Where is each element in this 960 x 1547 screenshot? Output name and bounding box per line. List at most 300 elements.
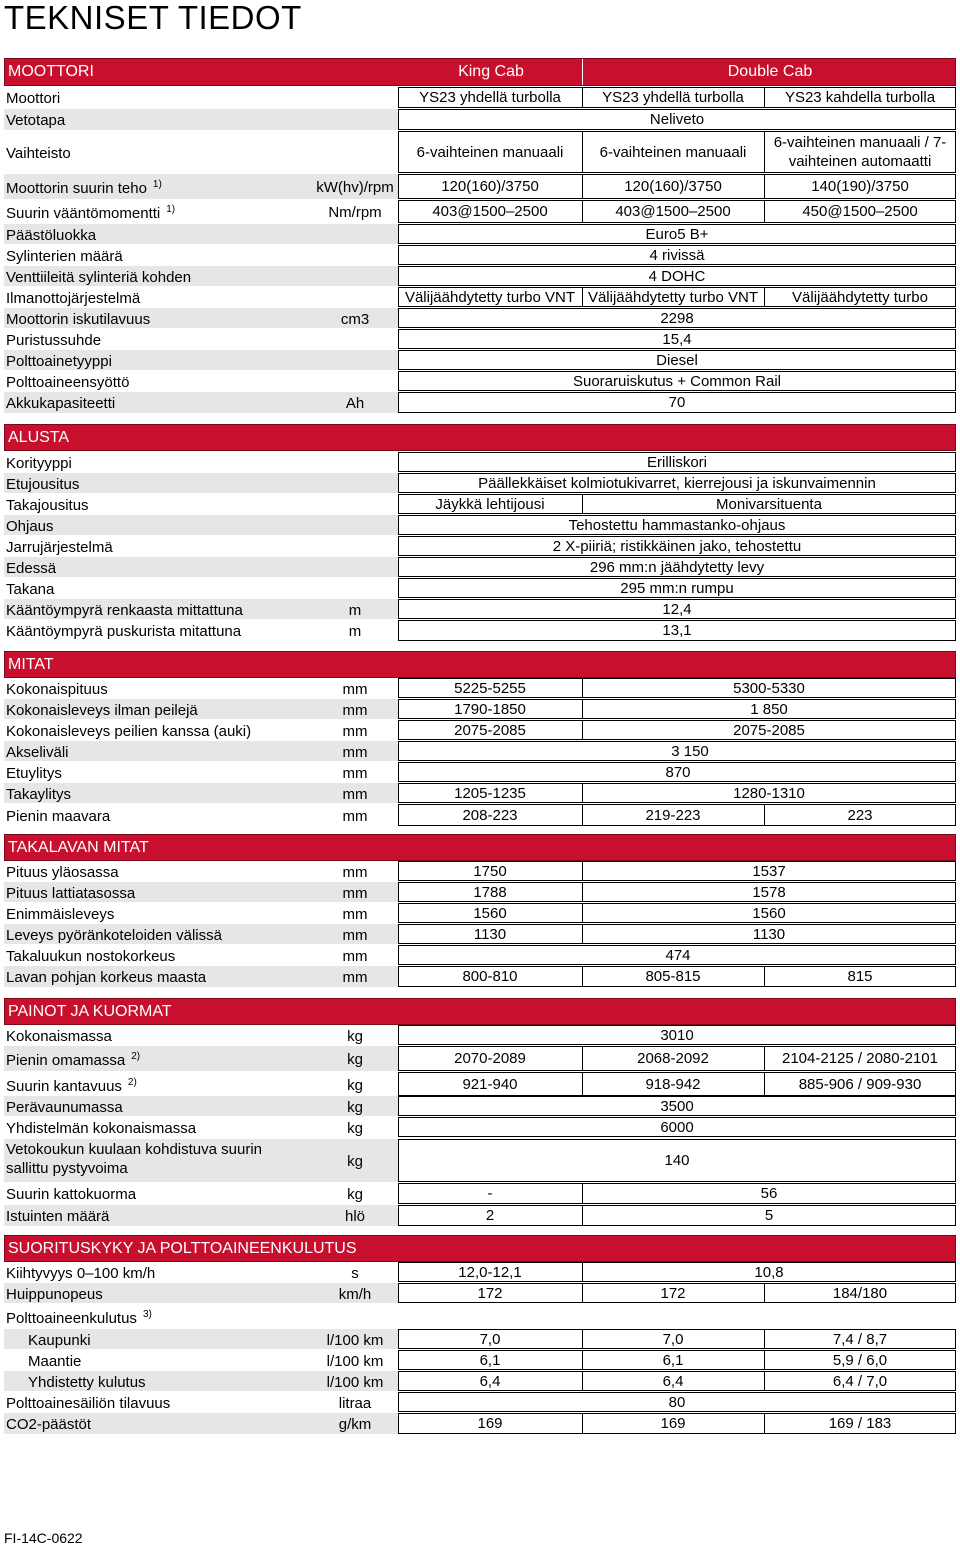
spec-label-text: Suurin kantavuus [6,1077,122,1095]
spec-label [6,1140,296,1178]
spec-value: 223 [847,806,873,824]
spec-value: Diesel [656,351,698,369]
spec-label [28,1332,91,1349]
spec-label [6,969,206,986]
spec-label-text: Suurin kattokuorma [6,1186,137,1203]
spec-label-text: Kiihtyvyys 0–100 km/h [6,1264,156,1282]
spec-label-text: Huippunopeus [6,1285,103,1303]
spec-unit: l/100 km [326,1373,384,1391]
spec-label [6,476,79,493]
spec-value: 2070-2089 [454,1050,526,1067]
spec-label [6,1186,136,1203]
spec-label-text: Etuylitys [6,764,62,782]
spec-label [6,145,71,162]
spec-label-text: Akkukapasiteetti [6,395,116,412]
spec-label [6,1099,123,1116]
spec-row [4,473,956,493]
spec-unit: kg [347,1098,363,1116]
spec-row [4,557,956,577]
spec-label-text: Kokonaismassa [6,1027,112,1045]
spec-value: 474 [665,946,691,964]
spec-label [6,497,89,514]
spec-label [6,290,140,307]
spec-value: Erilliskori [647,453,707,471]
spec-value: 6,4 / 7,0 [832,1372,888,1390]
spec-label-text: Enimmäisleveys [6,905,115,923]
spec-row [4,966,956,987]
spec-value: 208-223 [462,806,518,824]
spec-label-text: Yhdistelmän kokonaismassa [6,1119,197,1137]
spec-label [6,204,175,222]
spec-value: 5,9 / 6,0 [832,1351,888,1369]
spec-unit: mm [342,701,368,719]
spec-value: 5225-5255 [454,679,526,697]
spec-value: 2 X-piiriä; ristikkäinen jako, tehostettu [552,537,802,555]
spec-label-text: Moottorin iskutilavuus [6,310,151,328]
spec-row [4,1350,956,1370]
spec-value: 2 [485,1207,495,1224]
spec-label-text: Ohjaus [6,517,54,535]
spec-row [4,1139,956,1182]
spec-value: 140(190)/3750 [811,178,909,195]
spec-value: 450@1500–2500 [802,203,918,220]
spec-label [6,1395,170,1412]
spec-row [4,1096,956,1116]
spec-unit: mm [342,884,368,902]
footnote-marker: 2) [131,1051,141,1062]
spec-label-text: Pienin omamassa [6,1052,126,1069]
spec-label [6,702,198,719]
spec-row [4,903,956,923]
spec-value: 800-810 [462,968,518,985]
spec-label-text: Istuinten määrä [6,1208,110,1225]
spec-value: 169 / 183 [828,1415,892,1432]
spec-value: 15,4 [662,330,692,348]
spec-label-text: Vetotapa [6,112,66,129]
spec-label [6,744,69,761]
spec-label [28,1353,81,1370]
spec-value: YS23 yhdellä turbolla [602,89,744,106]
spec-unit: s [351,1264,359,1282]
spec-value: 6,1 [479,1351,501,1369]
spec-label [6,1416,91,1433]
spec-label-text: Venttiileitä sylinteriä kohden [6,268,192,286]
spec-value: - [487,1185,493,1202]
footnote-marker: 1) [152,179,162,190]
spec-label [6,1120,196,1137]
spec-value: Neliveto [649,111,705,128]
spec-value: 815 [847,968,873,985]
spec-row [4,109,956,130]
spec-row [4,1283,956,1303]
spec-label-text: Vaihteisto [6,144,71,162]
spec-unit: kg [347,1186,363,1203]
spec-label [6,602,243,619]
spec-row [4,945,956,965]
spec-value: Välijäähdytetty turbo VNT [587,288,759,306]
spec-label-text: Pituus lattiatasossa [6,884,136,902]
spec-label-text: Moottori [6,90,61,107]
spec-label [6,1028,112,1045]
spec-value: 1788 [473,883,507,901]
suorituskyky-section-header [4,1235,956,1262]
spec-row [4,678,956,698]
spec-row [4,1117,956,1137]
spec-row [4,1183,956,1204]
spec-unit: mm [342,926,368,944]
spec-label [6,395,115,412]
spec-row [4,392,956,413]
spec-unit: mm [342,743,368,761]
section-title: ALUSTA [8,429,70,446]
spec-label-text: Polttoaineensyöttö [6,373,130,391]
spec-value: 1537 [752,862,786,880]
spec-row [4,783,956,803]
spec-value: 120(160)/3750 [441,178,539,195]
spec-unit: mm [342,807,368,825]
spec-value: 2068-2092 [637,1050,709,1067]
spec-value: 70 [668,394,686,411]
spec-value: 2104-2125 / 2080-2101 [782,1050,938,1067]
column-header-king-cab: King Cab [458,63,524,80]
spec-label-text: Kääntöympyrä renkaasta mittattuna [6,601,243,619]
spec-row [4,924,956,944]
spec-label-text: Kääntöympyrä puskurista mitattuna [6,623,242,640]
spec-row [4,308,956,328]
section-title: PAINOT JA KUORMAT [8,1003,172,1020]
spec-label [6,353,112,370]
spec-value: 2075-2085 [733,721,805,739]
spec-unit: litraa [338,1394,372,1412]
spec-row [4,1046,956,1071]
section-title: SUORITUSKYKY JA POLTTOAINEENKULUTUS [8,1240,357,1257]
spec-unit: m [348,601,362,619]
spec-label [6,581,54,598]
column-header-double-cab: Double Cab [727,63,813,80]
spec-label [28,1374,146,1391]
spec-value: 80 [668,1393,686,1411]
spec-label [6,927,222,944]
spec-value: 140 [664,1152,690,1169]
spec-label [6,560,56,577]
spec-value: 2298 [660,309,694,327]
spec-row [4,131,956,173]
spec-label-text: Polttoainetyyppi [6,352,112,370]
spec-value: 5300-5330 [733,679,805,697]
spec-row [4,1392,956,1412]
spec-value: Päällekkäiset kolmiotukivarret, kierrejousi ja iskunvaimennin [478,474,876,492]
spec-label-text: Perävaunumassa [6,1098,123,1116]
spec-label [6,1286,103,1303]
spec-value: 184/180 [832,1284,888,1302]
spec-unit: Nm/rpm [328,204,382,221]
spec-label [6,539,113,556]
spec-row [4,599,956,619]
spec-label [6,1077,137,1095]
spec-unit: l/100 km [326,1352,384,1370]
spec-value: 403@1500–2500 [615,203,731,220]
section-title: MITAT [8,656,54,673]
spec-value: 870 [665,763,691,781]
spec-label [6,455,72,472]
spec-label-text: Maantie [28,1352,82,1370]
spec-value: 12,0-12,1 [458,1263,522,1281]
spec-value: 6000 [660,1118,694,1136]
moottori-section-header [4,58,956,86]
spec-row [4,1305,956,1327]
spec-value: 172 [477,1284,503,1302]
spec-value: 1750 [473,862,507,880]
spec-row [4,245,956,265]
spec-value: Euro5 B+ [645,225,709,243]
spec-row [4,1025,956,1045]
footnote-marker: 3) [142,1308,152,1320]
spec-label-text: Sylinterien määrä [6,247,123,265]
spec-unit: Ah [345,395,365,412]
spec-value: 1130 [752,925,786,943]
spec-value: 172 [660,1284,686,1302]
spec-label [6,1265,155,1282]
spec-row [4,329,956,349]
spec-row [4,804,956,826]
spec-row [4,1205,956,1226]
spec-unit: kg [347,1153,363,1170]
spec-row [4,578,956,598]
spec-row [4,536,956,556]
spec-label-text: Takaluukun nostokorkeus [6,947,176,965]
alusta-section-header [4,424,956,451]
spec-label [6,90,60,107]
spec-value: 4 rivissä [649,246,705,264]
spec-value: 403@1500–2500 [432,203,548,220]
spec-unit: kg [347,1027,363,1045]
spec-row [4,224,956,244]
spec-value: Jäykkä lehtijousi [435,495,545,513]
spec-row [4,720,956,740]
spec-unit: km/h [338,1285,372,1303]
spec-unit: kg [347,1119,363,1137]
spec-label [6,906,114,923]
spec-value: 2075-2085 [454,721,526,739]
spec-unit: mm [342,905,368,923]
spec-value: Suoraruiskutus + Common Rail [572,372,781,390]
spec-value: 169 [660,1415,686,1432]
mitat-section-header [4,651,956,678]
spec-row [4,620,956,641]
spec-label [6,948,175,965]
spec-unit: kW(hv)/rpm [316,179,394,196]
spec-row [4,699,956,719]
spec-value: 6,4 [479,1372,501,1390]
spec-unit: mm [342,680,368,698]
painot-section-header [4,998,956,1025]
spec-label-text: Vetokoukun kuulaan kohdistuva suurin sallittu pystyvoima [6,1141,263,1177]
spec-unit: mm [342,947,368,965]
spec-label-text: Suurin vääntömomentti [6,205,161,222]
spec-row [4,87,956,108]
spec-label [6,885,135,902]
spec-label-text: Kaupunki [28,1331,91,1349]
section-title: MOOTTORI [8,63,94,80]
spec-value: 1205-1235 [454,784,526,802]
spec-value: 13,1 [662,622,692,639]
spec-row [4,371,956,391]
spec-label [6,248,123,265]
spec-row [4,1329,956,1349]
spec-label [6,374,129,391]
spec-row [4,1262,956,1282]
spec-label-text: Ilmanottojärjestelmä [6,289,141,307]
spec-unit: hlö [344,1208,366,1225]
spec-value: 805-815 [645,968,701,985]
spec-value: Monivarsituenta [716,495,822,513]
spec-row [4,1371,956,1391]
spec-value: 295 mm:n rumpu [620,579,734,597]
takalava-section-header [4,834,956,861]
spec-label-text: Edessä [6,559,57,577]
spec-value: 885-906 / 909-930 [798,1075,922,1093]
spec-value: 4 DOHC [648,267,706,285]
spec-label [6,808,110,825]
spec-row [4,494,956,514]
header-divider [582,59,583,85]
spec-unit: m [348,623,362,640]
spec-label-text: Kokonaisleveys ilman peilejä [6,701,198,719]
spec-label [6,765,62,782]
spec-value: 5 [764,1207,774,1224]
spec-label-text: Kokonaisleveys peilien kanssa (auki) [6,722,252,740]
spec-label [6,681,108,698]
spec-label-text: CO2-päästöt [6,1416,92,1433]
spec-value: 918-942 [645,1075,701,1093]
spec-label [6,518,54,535]
spec-label [6,269,191,286]
spec-value: 1560 [473,904,507,922]
spec-label [6,1208,109,1225]
spec-label [6,1309,152,1327]
spec-row [4,1413,956,1434]
spec-value: 1560 [752,904,786,922]
spec-value: Tehostettu hammastanko-ohjaus [568,516,786,534]
spec-value: Välijäähdytetty turbo VNT [404,288,576,306]
spec-label-text: Takajousitus [6,496,89,514]
spec-row [4,287,956,307]
spec-value: 921-940 [462,1075,518,1093]
spec-label-text: Polttoainesäiliön tilavuus [6,1394,171,1412]
section-title: TAKALAVAN MITAT [8,839,149,856]
spec-label-text: Leveys pyöränkoteloiden välissä [6,926,222,944]
spec-unit: kg [347,1051,363,1068]
footnote-marker: 1) [166,204,176,215]
page-title: TEKNISET TIEDOT [4,0,302,36]
spec-row [4,1072,956,1096]
spec-row [4,350,956,370]
spec-label-text: Takaylitys [6,785,72,803]
spec-value: 296 mm:n jäähdytetty levy [589,558,765,576]
spec-value: 1280-1310 [733,784,805,802]
spec-label [6,311,150,328]
spec-unit: mm [342,863,368,881]
spec-label-text: Puristussuhde [6,331,102,349]
spec-row [4,200,956,223]
spec-label-text: Moottorin suurin teho [6,180,147,197]
spec-label [6,723,251,740]
spec-unit: l/100 km [326,1331,384,1349]
spec-value: 7,0 [662,1330,684,1348]
spec-label-text: Jarrujärjestelmä [6,538,113,556]
spec-label [6,1051,140,1069]
spec-row [4,174,956,199]
spec-unit: mm [342,722,368,740]
spec-value: 6-vaihteinen manuaali / 7-vaihteinen automaatti [773,134,947,170]
spec-value: 120(160)/3750 [624,178,722,195]
spec-label-text: Kokonaispituus [6,680,108,698]
spec-label-text: Takana [6,580,55,598]
spec-unit: mm [342,764,368,782]
spec-value: YS23 yhdellä turbolla [419,89,561,106]
spec-row [4,515,956,535]
spec-unit: g/km [338,1416,372,1433]
spec-value: 56 [760,1185,778,1202]
spec-label [6,864,119,881]
spec-value: 6-vaihteinen manuaali [599,143,747,161]
spec-unit: mm [342,969,368,986]
spec-label [6,623,241,640]
spec-value: 6,4 [662,1372,684,1390]
spec-value: 1578 [752,883,786,901]
spec-label [6,179,162,197]
spec-label-text: Etujousitus [6,475,80,493]
spec-row [4,266,956,286]
spec-value: 10,8 [754,1263,784,1281]
spec-row [4,861,956,881]
spec-label-text: Polttoaineenkulutus [6,1309,137,1327]
spec-value: 169 [477,1415,503,1432]
spec-label [6,786,71,803]
spec-value: 3010 [660,1026,694,1044]
spec-label [6,227,96,244]
spec-label-text: Yhdistetty kulutus [28,1373,146,1391]
spec-value: 12,4 [662,600,692,618]
document-code: FI-14C-0622 [4,1530,83,1546]
spec-label-text: Akseliväli [6,743,69,761]
spec-label-text: Päästöluokka [6,226,97,244]
spec-row [4,741,956,761]
spec-label [6,332,101,349]
spec-label-text: Pituus yläosassa [6,863,119,881]
spec-value: 1 850 [750,700,788,718]
spec-row [4,882,956,902]
spec-value: 1130 [473,925,507,943]
spec-row [4,762,956,782]
footnote-marker: 2) [127,1076,137,1088]
spec-value: 3500 [660,1097,694,1115]
spec-label [6,112,65,129]
spec-value: 7,0 [479,1330,501,1348]
spec-unit: kg [347,1076,363,1094]
spec-value: 219-223 [645,806,701,824]
spec-value: 1790-1850 [454,700,526,718]
spec-unit: mm [342,785,368,803]
spec-value: 7,4 / 8,7 [832,1330,888,1348]
spec-value: YS23 kahdella turbolla [784,89,936,106]
spec-value: 6-vaihteinen manuaali [416,143,564,161]
spec-label-text: Lavan pohjan korkeus maasta [6,969,207,986]
spec-unit: cm3 [340,310,370,328]
spec-label-text: Korityyppi [6,454,72,472]
spec-value: 3 150 [671,742,709,760]
spec-label-text: Pienin maavara [6,807,111,825]
